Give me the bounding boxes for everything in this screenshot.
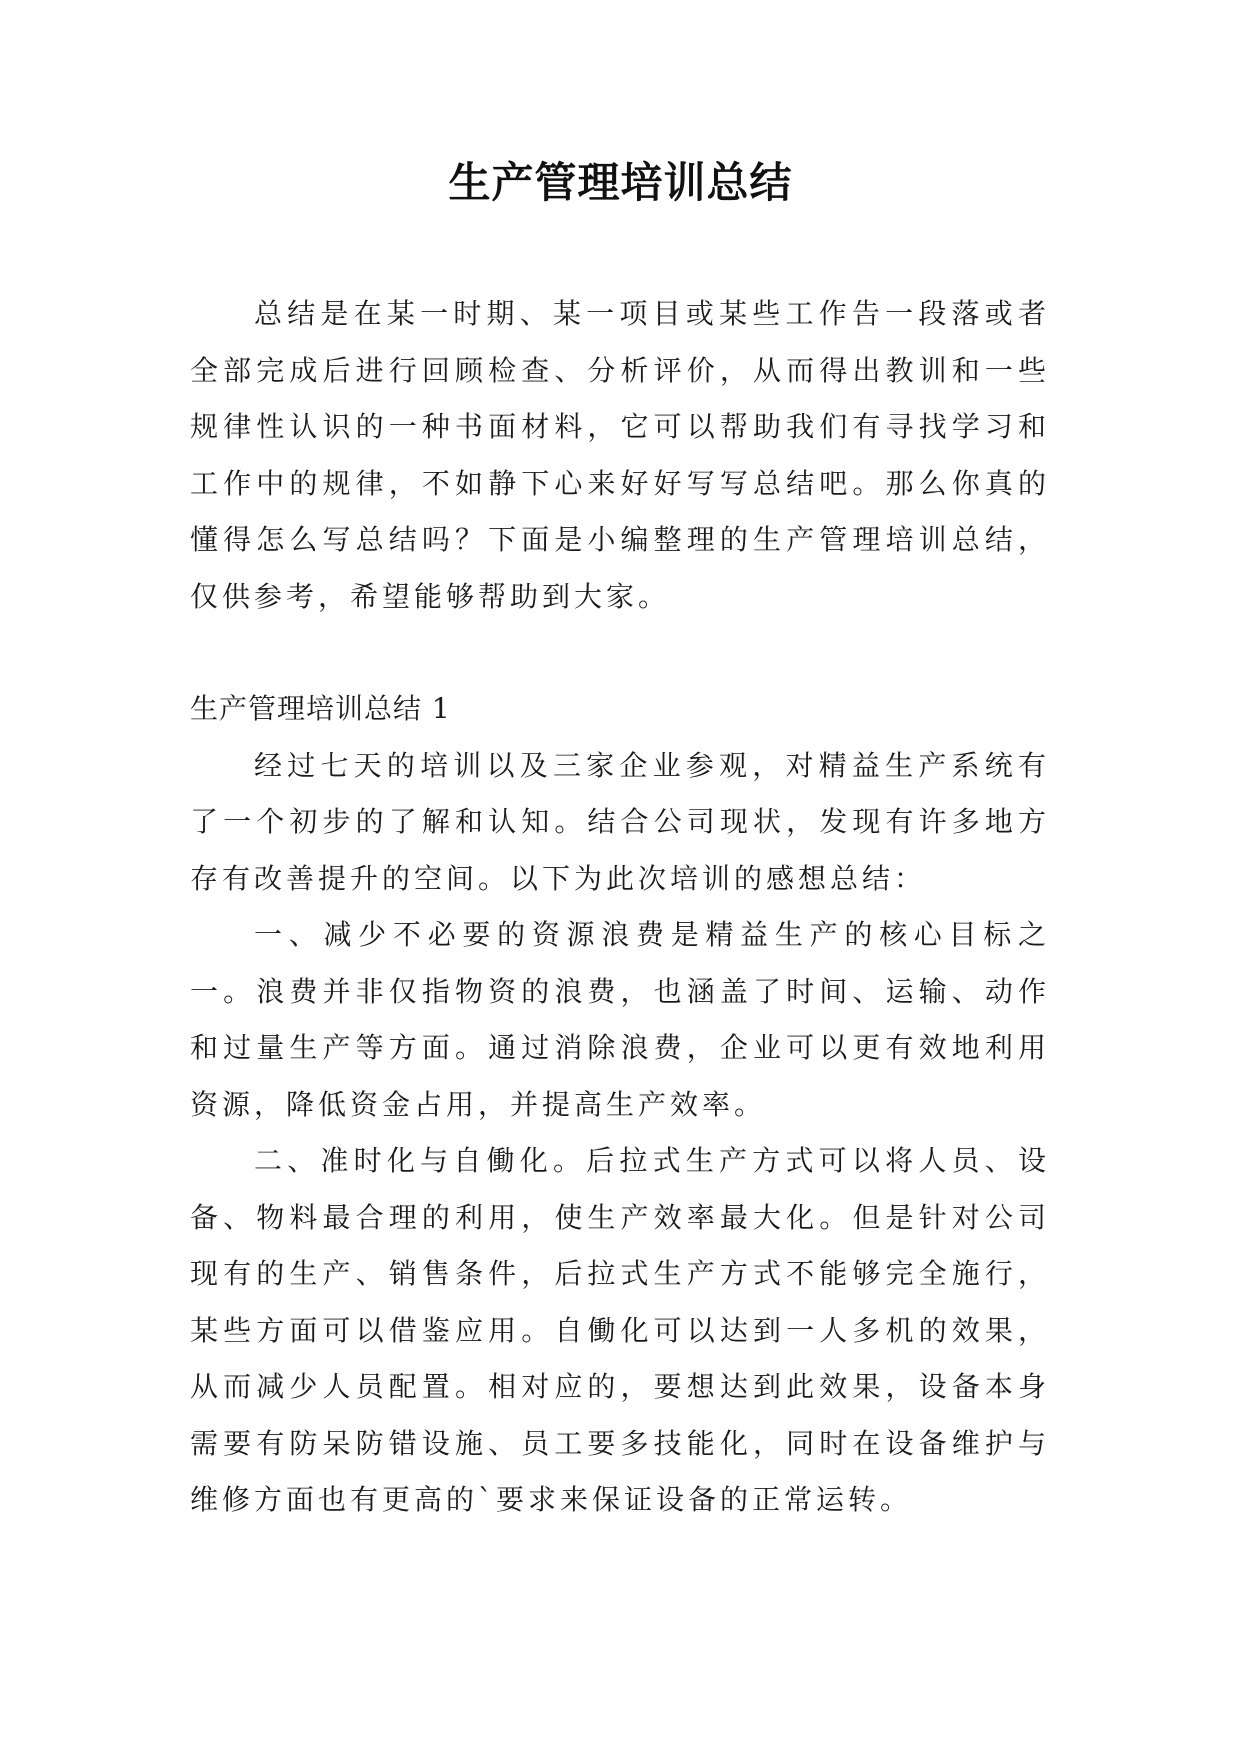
- intro-paragraph: 总结是在某一时期、某一项目或某些工作告一段落或者全部完成后进行回顾检查、分析评价，从而得出教训和一些规律性认识的一种书面材料，它可以帮助我们有寻找学习和工作中的规律，不如静下心来好好写写总结吧。那么你真的懂得怎么写总结吗？下面是小编整理的生产管理培训总结，仅供参考，希望能够帮助到大家。: [190, 297, 1050, 613]
- section-heading: 生产管理培训总结 1: [190, 692, 451, 725]
- body-paragraph-3: 二、准时化与自働化。后拉式生产方式可以将人员、设备、物料最合理的利用，使生产效率最大化。但是针对公司现有的生产、销售条件，后拉式生产方式不能够完全施行，某些方面可以借鉴应用。自働化可以达到一人多机的效果，从而减少人员配置。相对应的，要想达到此效果，设备本身需要有防呆防错设施、员工要多技能化，同时在设备维护与维修方面也有更高的`要求来保证设备的正常运转。: [190, 1144, 1050, 1516]
- body-paragraph-1: 经过七天的培训以及三家企业参观，对精益生产系统有了一个初步的了解和认知。结合公司现状，发现有许多地方存有改善提升的空间。以下为此次培训的感想总结：: [190, 748, 1050, 895]
- document-title: 生产管理培训总结: [448, 158, 793, 207]
- body-paragraph-2: 一、减少不必要的资源浪费是精益生产的核心目标之一。浪费并非仅指物资的浪费，也涵盖了时间、运输、动作和过量生产等方面。通过消除浪费，企业可以更有效地利用资源，降低资金占用，并提高生产效率。: [190, 918, 1050, 1121]
- document-body: [190, 286, 1050, 1529]
